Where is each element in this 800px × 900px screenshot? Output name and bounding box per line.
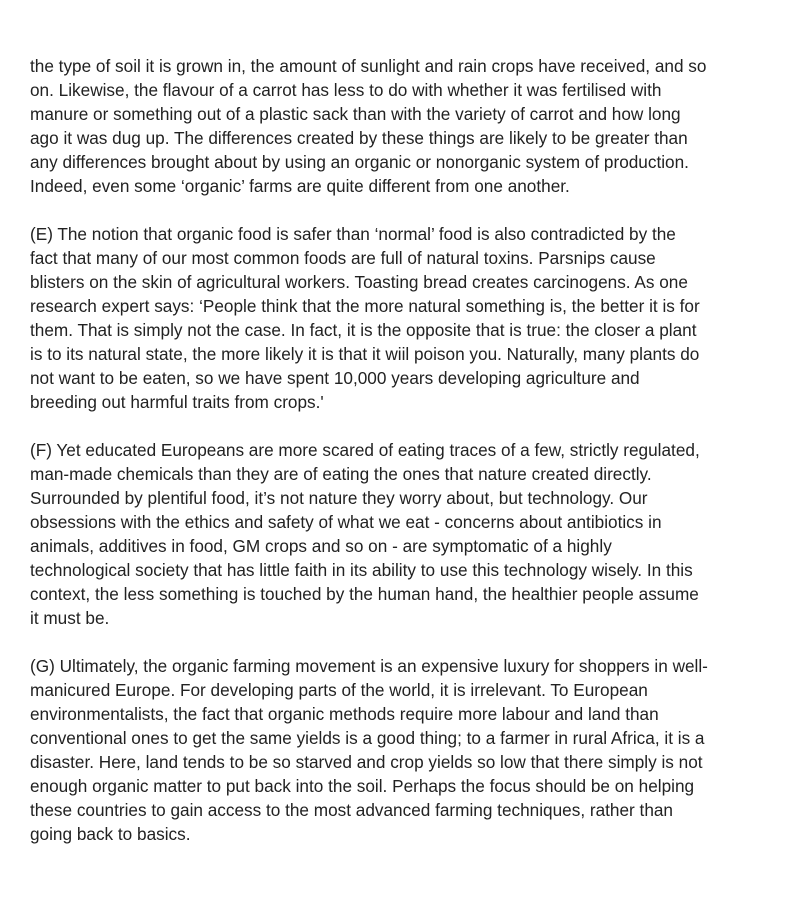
paragraph-continuation [30,54,790,198]
text-line: man-made chemicals than they are of eating the ones that nature created directly. [30,464,652,484]
text-line: context, the less something is touched by the human hand, the healthier people assume [30,584,699,604]
text-line: any differences brought about by using an organic or nonorganic system of production. [30,152,689,172]
text-line: research expert says: ‘People think that the more natural something is, the better it is for [30,296,700,316]
text-line: breeding out harmful traits from crops.' [30,392,324,412]
text-line: manure or something out of a plastic sack than with the variety of carrot and how long [30,104,681,124]
text-line: obsessions with the ethics and safety of what we eat - concerns about antibiotics in [30,512,662,532]
text-line: it must be. [30,608,110,628]
text-line: Indeed, even some ‘organic’ farms are quite different from one another. [30,176,570,196]
text-line: the type of soil it is grown in, the amount of sunlight and rain crops have received, and so [30,56,707,76]
text-line: (E) The notion that organic food is safer than ‘normal’ food is also contradicted by the [30,224,676,244]
text-line: Surrounded by plentiful food, it’s not nature they worry about, but technology. Our [30,488,648,508]
text-line: these countries to gain access to the most advanced farming techniques, rather than [30,800,673,820]
text-line: manicured Europe. For developing parts of the world, it is irrelevant. To European [30,680,648,700]
document-body [30,54,790,870]
text-line: not want to be eaten, so we have spent 10,000 years developing agriculture and [30,368,640,388]
text-line: disaster. Here, land tends to be so starved and crop yields so low that there simply is not [30,752,703,772]
paragraph-e [30,222,790,414]
text-line: environmentalists, the fact that organic methods require more labour and land than [30,704,659,724]
text-line: conventional ones to get the same yields is a good thing; to a farmer in rural Africa, it is a [30,728,705,748]
text-line: technological society that has little faith in its ability to use this technology wisely. In this [30,560,693,580]
text-line: blisters on the skin of agricultural workers. Toasting bread creates carcinogens. As one [30,272,688,292]
paragraph-g [30,654,790,846]
text-line: (G) Ultimately, the organic farming movement is an expensive luxury for shoppers in well- [30,656,708,676]
text-line: ago it was dug up. The differences created by these things are likely to be greater than [30,128,688,148]
paragraph-f [30,438,790,630]
text-line: enough organic matter to put back into the soil. Perhaps the focus should be on helping [30,776,695,796]
text-line: (F) Yet educated Europeans are more scared of eating traces of a few, strictly regulated, [30,440,700,460]
text-line: going back to basics. [30,824,191,844]
text-line: is to its natural state, the more likely it is that it wiil poison you. Naturally, many plants do [30,344,700,364]
text-line: fact that many of our most common foods are full of natural toxins. Parsnips cause [30,248,656,268]
text-line: them. That is simply not the case. In fact, it is the opposite that is true: the closer a plant [30,320,697,340]
text-line: animals, additives in food, GM crops and so on - are symptomatic of a highly [30,536,612,556]
text-line: on. Likewise, the flavour of a carrot has less to do with whether it was fertilised with [30,80,662,100]
